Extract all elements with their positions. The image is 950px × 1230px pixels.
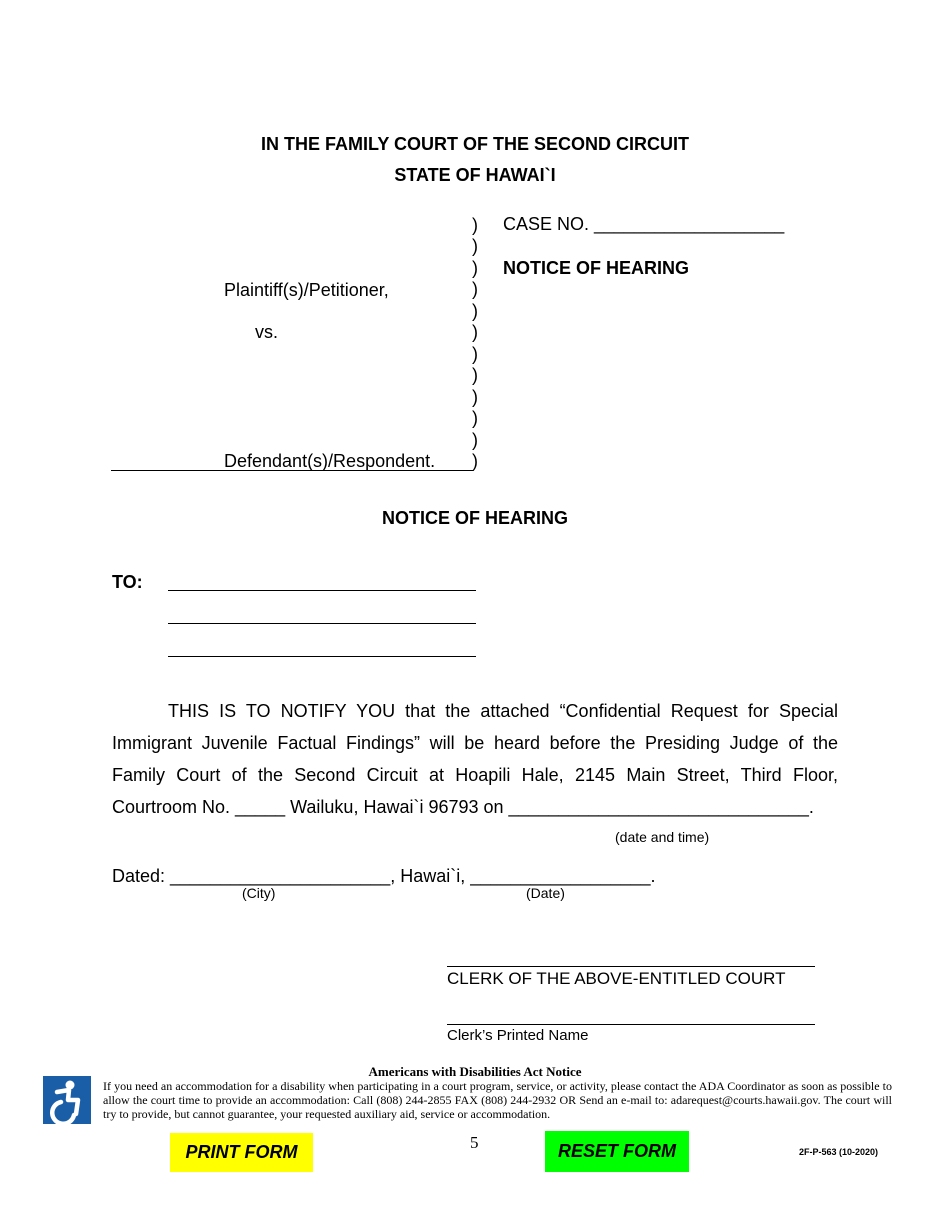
caption-paren: ) [472, 408, 478, 428]
caption-paren: ) [472, 301, 478, 321]
to-line-1[interactable] [168, 590, 476, 591]
to-line-2[interactable] [168, 623, 476, 624]
caption-paren: ) [472, 322, 478, 342]
caption-paren: ) [472, 279, 478, 299]
ada-title: Americans with Disabilities Act Notice [368, 1064, 582, 1079]
caption-paren: ) [472, 258, 478, 278]
ada-notice-text: If you need an accommodation for a disability when participating in a court program, service, or activity, please contact the ADA Coordinator as soon as possible to allow the court time to provide an accommodation: Call (808) 244-2855 FAX (808) 244-2932 OR Send an e-mail to: adarequest@courts.hawaii.gov. The court will try to provide, but cannot guarantee, your requested auxiliary aid, service or accommodation. [103, 1079, 892, 1121]
caption-paren: ) [472, 215, 478, 235]
dated-line: Dated: ______________________, Hawai`i, __________________. [112, 866, 656, 886]
clerk-printed-name: Clerk’s Printed Name [447, 1027, 589, 1044]
caption-paren: ) [472, 344, 478, 364]
city-caption: (City) [242, 885, 276, 901]
form-id: 2F-P-563 (10-2020) [799, 1147, 879, 1157]
clerk-title: CLERK OF THE ABOVE-ENTITLED COURT [447, 969, 786, 988]
reset-form-button[interactable]: RESET FORM [545, 1131, 689, 1172]
state-heading: STATE OF HAWAI`I [394, 165, 556, 185]
to-label: TO: [112, 572, 143, 592]
date-time-caption: (date and time) [615, 829, 710, 845]
plaintiff-label: Plaintiff(s)/Petitioner, [224, 280, 389, 300]
accessibility-icon [43, 1076, 91, 1124]
case-number-field: CASE NO. ___________________ [503, 214, 785, 234]
caption-paren: ) [472, 236, 478, 256]
date-caption: (Date) [526, 885, 565, 901]
vs-label: vs. [255, 322, 279, 342]
to-line-3[interactable] [168, 656, 476, 657]
print-form-button[interactable]: PRINT FORM [170, 1133, 313, 1172]
caption-paren: ) [472, 430, 478, 450]
court-heading: IN THE FAMILY COURT OF THE SECOND CIRCUIT [260, 134, 690, 154]
notice-title: NOTICE OF HEARING [381, 508, 568, 528]
document-title: NOTICE OF HEARING [503, 258, 690, 278]
page-number: 5 [470, 1133, 479, 1152]
notice-paragraph: THIS IS TO NOTIFY YOU that the attached “Confidential Request for Special Immigrant Juvenile Factual Findings” will be heard before the Presiding Judge of the Family Court of the Second Circuit at Hoapili Hale, 2145 Main Street, Third Floor, Courtroom No. _____ Wailuku, Hawai`i 96793 on ______________________________. [112, 701, 838, 817]
clerk-name-line[interactable] [447, 1024, 815, 1025]
caption-paren: ) [472, 365, 478, 385]
caption-paren: ) [472, 387, 478, 407]
clerk-signature-line[interactable] [447, 966, 815, 967]
defendant-label: Defendant(s)/Respondent. [224, 451, 436, 471]
caption-paren: ) [472, 451, 478, 471]
